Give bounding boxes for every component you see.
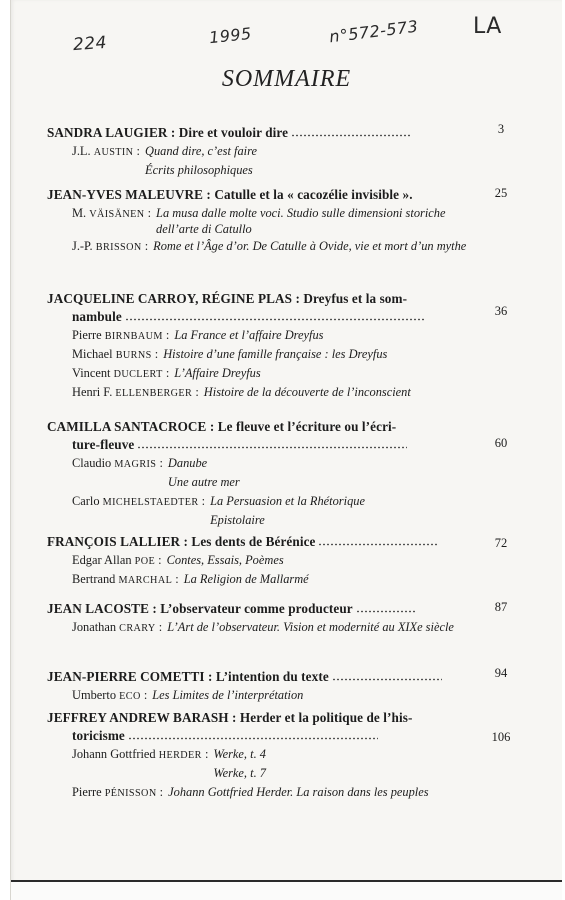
book-author [47,238,148,256]
author-first-name: Vincent [72,366,114,380]
entry-heading-text: FRANÇOIS LALLIER : Les dents de Bérénice [47,534,316,549]
entry-heading-continuation [47,727,477,745]
leader-dots [291,127,411,137]
book-title: Epistolaire [210,513,265,527]
author-last-name: ECO [119,691,141,702]
entry-heading-text: JACQUELINE CARROY, RÉGINE PLAS : Dreyfus et la som- [47,291,408,306]
author-last-name: HERDER [158,750,202,761]
author-first-name: Pierre [72,328,105,342]
author-separator: : [141,239,149,253]
handwritten-note-code: LA [473,14,502,39]
author-separator: : [172,572,179,586]
book-title: Danube [167,456,208,470]
author-separator: : [156,785,164,799]
entry-heading-text: JEAN LACOSTE : L’observateur comme producteur [47,601,353,616]
reviewed-book [47,238,477,256]
author-first-name: Bertrand [72,572,119,586]
document-page [10,0,562,900]
book-title: L’Art de l’observateur. Vision et modernité au XIXe siècle [167,620,454,634]
book-title: Quand dire, c’est faire [145,144,257,158]
author-last-name: BRISSON [95,242,142,253]
author-separator: : [151,347,159,361]
toc-entry [47,709,477,802]
reviewed-book [47,365,477,383]
book-title: La Religion de Mallarmé [183,572,309,586]
reviewed-book [47,765,477,783]
book-title: Une autre mer [167,475,240,489]
handwritten-note-issue: n°572-573 [328,16,420,47]
leader-dots [128,730,378,740]
book-author [47,571,179,589]
entry-heading-continuation [47,436,477,454]
author-separator: : [162,328,170,342]
leader-dots [137,439,407,449]
author-first-name: Henri F. [72,385,116,399]
page-number: 36 [494,304,508,318]
reviewed-book [47,346,477,364]
book-author [47,493,205,511]
toc-entry [47,418,477,530]
reviewed-book [47,474,477,492]
entry-heading-text: JEFFREY ANDREW BARASH : Herder et la politique de l’his- [47,710,413,725]
book-author [47,455,163,473]
book-author [47,384,199,402]
author-separator: : [155,553,162,567]
entry-heading-continuation-text: ture-fleuve [72,437,135,452]
entry-heading-text: JEAN-YVES MALEUVRE : Catulle et la « cacozélie invisible ». [47,187,413,202]
author-first-name: M. [72,206,90,220]
reviewed-book [47,205,477,237]
entry-heading-continuation-text: nambule [72,309,122,324]
book-title: La Persuasion et la Rhétorique [210,494,365,508]
author-first-name: Johann Gottfried [72,747,159,761]
handwritten-note-year: 1995 [208,23,253,48]
author-last-name: POE [134,556,156,567]
page-number: 72 [494,536,508,550]
page-title: SOMMAIRE [221,66,352,92]
reviewed-book [47,327,477,345]
author-separator: : [155,620,163,634]
entry-heading-continuation [47,308,477,326]
reviewed-book [47,143,477,161]
book-author [47,619,162,637]
toc-entry [47,600,477,637]
entry-heading [47,533,477,551]
leader-dots [125,311,425,321]
reviewed-book [47,552,477,570]
book-author [47,746,208,764]
author-last-name: BIRNBAUM [104,331,163,342]
author-first-name: Michael [72,347,116,361]
reviewed-book [47,512,477,530]
entry-heading [47,418,477,436]
author-last-name: BURNS [115,350,152,361]
page-number: 87 [494,600,508,614]
author-separator: : [140,688,148,702]
book-author [47,552,162,570]
leader-dots [356,603,416,613]
reviewed-book [47,384,477,402]
author-separator: : [162,366,170,380]
entry-heading-text: SANDRA LAUGIER : Dire et vouloir dire [47,125,289,140]
handwritten-note-left: 224 [72,32,108,56]
author-first-name: J.L. [72,144,94,158]
entry-heading [47,600,477,618]
book-title: Werke, t. 7 [213,766,266,780]
entry-heading [47,186,477,204]
reviewed-book [47,687,477,705]
entry-heading-text: JEAN-PIERRE COMETTI : L’intention du texte [47,669,329,684]
book-title: Écrits philosophiques [145,163,253,177]
book-title: Les Limites de l’interprétation [152,688,304,702]
reviewed-book [47,784,477,802]
toc-entry [47,124,477,180]
reviewed-book [47,162,477,180]
author-first-name: Edgar Allan [72,553,135,567]
book-title: L’Affaire Dreyfus [174,366,261,380]
author-separator: : [198,494,206,508]
book-author [47,143,140,161]
reviewed-book [47,455,477,473]
author-last-name: MICHELSTAEDTER [102,497,199,508]
page-number: 3 [497,122,505,136]
book-author [47,365,169,383]
book-title: Histoire de la découverte de l’inconscient [203,385,411,399]
reviewed-book [47,493,477,511]
author-separator: : [156,456,163,470]
book-title: Johann Gottfried Herder. La raison dans les peuples [168,785,429,799]
author-last-name: MARCHAL [118,575,173,586]
author-separator: : [133,144,140,158]
book-author [47,327,169,345]
author-last-name: VÄISÄNEN [89,209,145,220]
author-first-name: Claudio [72,456,115,470]
author-separator: : [192,385,199,399]
author-first-name: Carlo [72,494,103,508]
book-author [47,784,163,802]
book-title: Contes, Essais, Poèmes [166,553,284,567]
entry-heading [47,668,477,686]
entry-heading-text: CAMILLA SANTACROCE : Le fleuve et l’écriture ou l’écri- [47,419,397,434]
page-number: 60 [494,436,508,450]
toc-entry [47,668,477,705]
entry-heading [47,290,477,308]
leader-dots [332,671,442,681]
book-title: La musa dalle molte voci. Studio sulle dimensioni storiche dell’arte di Catullo [156,206,446,236]
author-first-name: Pierre [72,785,105,799]
book-title: Rome et l’Âge d’or. De Catulle à Ovide, vie et mort d’un mythe [153,239,467,253]
book-author [47,205,151,237]
page-number: 106 [491,730,511,744]
author-last-name: PÉNISSON [104,788,157,799]
author-last-name: MAGRIS [114,459,157,470]
reviewed-book [47,571,477,589]
entry-heading [47,124,477,142]
book-author [47,346,158,364]
leader-dots [318,536,438,546]
author-separator: : [201,747,209,761]
entry-heading-continuation-text: toricisme [72,728,125,743]
author-first-name: Umberto [72,688,120,702]
book-author [47,687,147,705]
page-number: 94 [494,666,508,680]
toc-entry [47,533,477,589]
author-last-name: AUSTIN [93,147,134,158]
author-first-name: J.-P. [72,239,96,253]
author-last-name: DUCLERT [113,369,163,380]
author-separator: : [144,206,152,220]
toc-entry [47,186,477,256]
author-last-name: ELLENBERGER [115,388,193,399]
author-first-name: Jonathan [72,620,120,634]
entry-heading [47,709,477,727]
page-bottom-edge [11,880,562,900]
page-number: 25 [494,186,508,200]
toc-entry [47,290,477,402]
book-title: La France et l’affaire Dreyfus [174,328,324,342]
book-title: Histoire d’une famille française : les Dreyfus [163,347,388,361]
reviewed-book [47,746,477,764]
reviewed-book [47,619,477,637]
book-title: Werke, t. 4 [213,747,266,761]
author-last-name: CRARY [119,623,156,634]
